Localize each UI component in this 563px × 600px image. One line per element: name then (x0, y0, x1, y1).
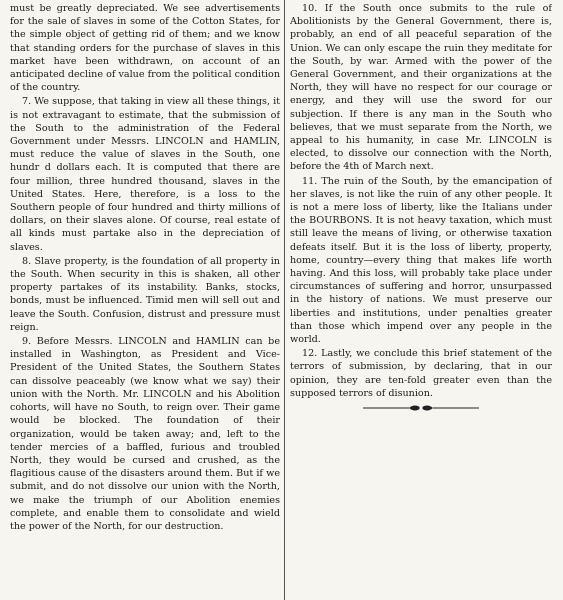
left-column (10, 2, 280, 598)
end-ornament (290, 403, 552, 413)
paragraph-8: 8. Slave property, is the foundation of all property in the South. When security in this is shaken, all other property partakes of its instability. Banks, stocks, bonds, must be influenced. Timid men will sell out and leave the South. Confusion, distrust and pressure must reign. (10, 255, 280, 333)
right-column (290, 2, 552, 598)
paragraph-continuation: must be greatly depreciated. We see advertisements for the sale of slaves in some of the Cotton States, for the simple object of getting rid of them; and we know that standing orders for the purchase of slaves in this market have been withdrawn, on account of an anticipated decline of value from the political condition of the country. (10, 3, 280, 94)
paragraph-12: 12. Lastly, we conclude this brief statement of the terrors of submission, by declaring, that in our opinion, they are ten-fold greater even than the supposed terrors of disunion. (290, 348, 552, 399)
paragraph-11: 11. The ruin of the South, by the emancipation of her slaves, is not like the ruin of any other people. It is not a mere loss of liberty, like the Italians under the BOURBONS. It is not heavy taxation, which must still leave the means of living, or otherwise taxation defeats itself. But it is the loss of liberty, property, home, country—every thing that makes life worth having. And this loss, will probably take place under circumstances of suffering and horror, unsurpassed in the history of nations. We must preserve our liberties and institutions, under penalties greater than those which impend over any people in the world. (290, 175, 552, 346)
paragraph-9: 9. Before Messrs. LINCOLN and HAMLIN can be installed in Washington, as President and Vice-President of the United States, the Southern States can dissolve peaceably (we know what we say) their union with the North. Mr. LINCOLN and his Abolition cohorts, will have no South, to reign over. Their game would be blocked. The foundation of their organization, would be taken away; and, left to the tender mercies of a baffled, furious and troubled North, they would be cursed and crushed, as the flagitious cause of the disasters around them. But if we submit, and do not dissolve our union with the North, we make the triumph of our Abolition enemies complete, and enable them to consolidate and wield the power of the North, for our destruction. (10, 336, 280, 532)
decorative-divider-icon (361, 403, 481, 413)
column-rule (284, 0, 285, 600)
paragraph-7: 7. We suppose, that taking in view all these things, it is not extravagant to estimate, that the submission of the South to the administration of the Federal Government under Messrs. LINCOLN and HAMLIN, must reduce the value of slaves in the South, one hundr d dollars each. It is computed that there are four million, three hundred thousand, slaves in the United States. Here, therefore, is a loss to the Southern people of four hundred and thirty millions of dollars, on their slaves alone. Of course, real estate of all kinds must partake also in the depreciation of slaves. (10, 96, 280, 253)
paragraph-10: 10. If the South once submits to the rule of Abolitionists by the General Government, there is, probably, an end of all peaceful separation of the Union. We can only escape the ruin they meditate for the South, by war. Armed with the power of the General Government, and their organizations at the North, they will have no respect for our courage or energy, and they will use the sword for our subjection. If there is any man in the South who believes, that we must separate from the North, we appeal to his humanity, in case Mr. LINCOLN is elected, to dissolve our connection with the North, before the 4th of March next. (290, 3, 552, 173)
